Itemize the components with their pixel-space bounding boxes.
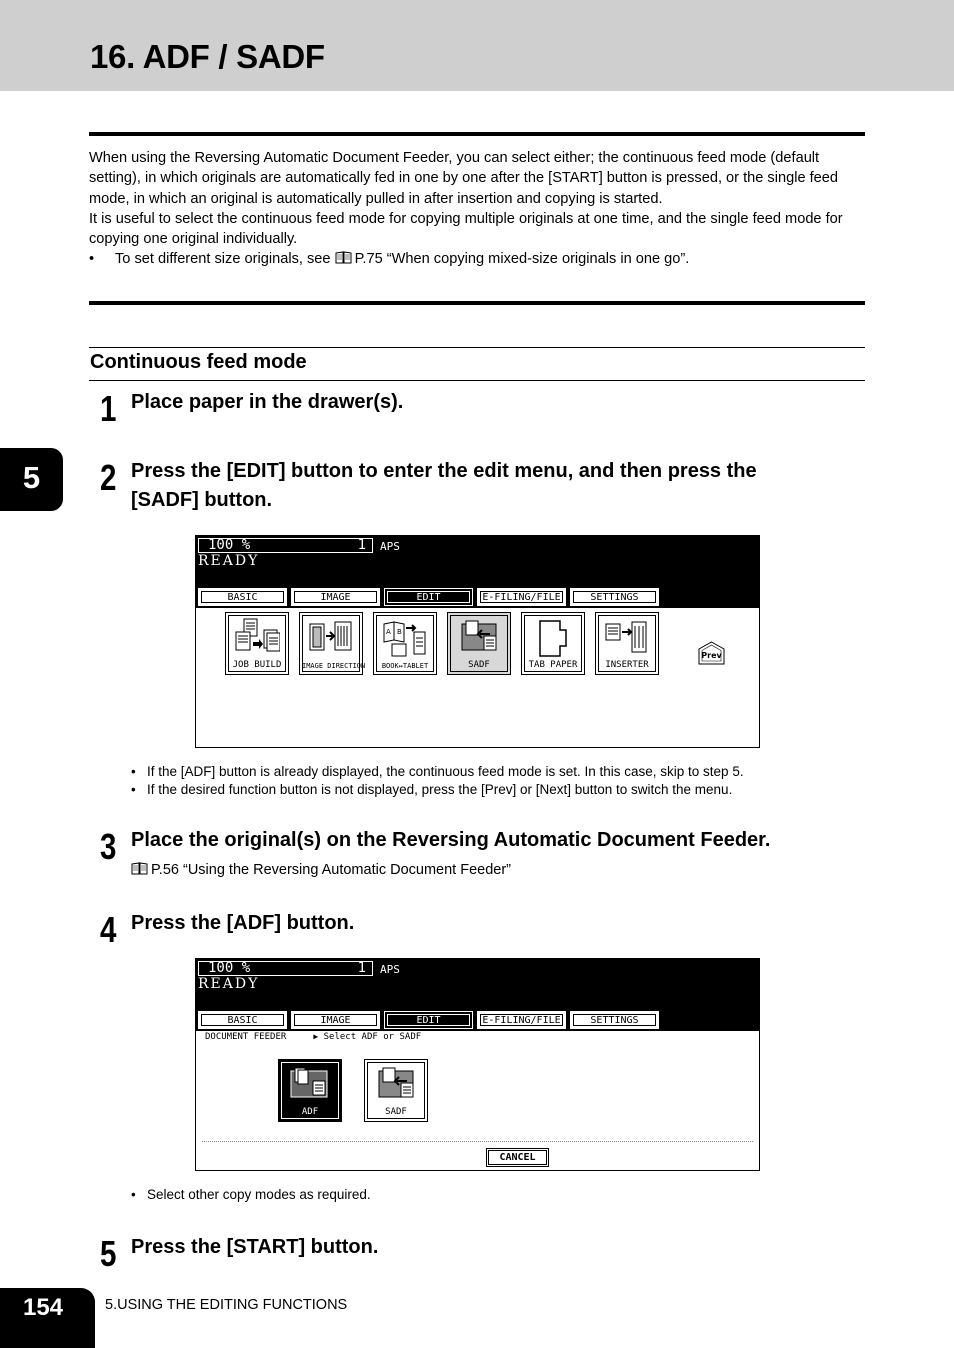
adf-icon [287,1065,333,1105]
intro-paragraph-1: When using the Reversing Automatic Document Feeder, you can select either; the continuous feed mode (default setting), in which originals are automatically fed in one by one after the [START] button is pressed, or the single feed mode, in which an original is automatically pulled in after insertion and copying is started. [89,150,839,207]
step-2-line-2: [SADF] button. [131,489,273,511]
screen-tabs [198,1011,659,1029]
note-item [131,763,744,781]
job-build-icon [234,618,280,658]
prev-label: Prev [701,651,722,660]
step-4-notes [131,1186,371,1204]
tab-e-filing-label: E-FILING/FILE [480,1014,563,1026]
zoom-value: 100 % [208,960,251,976]
intro-text [89,148,865,270]
image-direction-icon [308,618,354,658]
divider [202,1141,753,1142]
tab-e-filing[interactable] [477,1011,566,1029]
step-1-text: Place paper in the drawer(s). [131,391,404,413]
section-title: Continuous feed mode [90,351,307,373]
tab-paper-label: TAB PAPER [528,660,578,670]
step-2-text [131,457,757,515]
tab-settings[interactable] [570,1011,659,1029]
sadf-icon [373,1065,419,1105]
page-number: 154 [22,1294,64,1321]
step-1-number: 1 [100,388,117,429]
sadf-label: SADF [385,1107,407,1117]
note-item [131,781,744,799]
book-reference-icon [335,250,352,263]
adf-button[interactable] [278,1059,342,1122]
document-feeder-screen [195,958,760,1171]
tab-edit-label: EDIT [387,591,470,603]
job-build-button[interactable] [225,612,289,675]
intro-bullet-ref[interactable]: P.75 “When copying mixed-size originals in one go”. [354,251,690,268]
book-reference-icon [131,862,148,875]
inserter-label: INSERTER [605,660,649,670]
intro-bullet-pre: To set different size originals, see [115,251,331,268]
svg-text:B: B [397,628,402,636]
step-3-ref-text[interactable]: P.56 “Using the Reversing Automatic Document Feeder” [151,862,511,878]
crumb-arrow-icon: ▶ [313,1032,319,1041]
tab-paper-button[interactable] [521,612,585,675]
zoom-value: 100 % [208,537,251,553]
zoom-count-field [198,961,373,976]
inserter-icon [604,618,650,658]
intro-bullet [89,249,865,269]
step-3-text: Place the original(s) on the Reversing Automatic Document Feeder. [131,829,771,851]
image-direction-button[interactable] [299,612,366,675]
screen-status-area [196,536,759,608]
step-2-notes [131,763,744,799]
screen-tabs [198,588,659,606]
tab-image[interactable] [291,588,380,606]
tab-edit[interactable] [384,588,473,606]
tab-basic-label: BASIC [201,1014,284,1026]
edit-function-buttons [225,612,659,675]
tab-paper-icon [530,618,576,658]
inserter-button[interactable] [595,612,659,675]
step-3-reference [131,861,511,879]
screen-status-area [196,959,759,1031]
bullet-dot: • [131,782,136,797]
aps-indicator: APS [380,540,400,553]
copy-count: 1 [357,537,366,553]
book-tablet-button[interactable] [373,612,437,675]
tab-settings-label: SETTINGS [573,1014,656,1026]
cancel-label: CANCEL [488,1150,547,1165]
crumb-right: Select ADF or SADF [323,1032,422,1042]
tab-settings[interactable] [570,588,659,606]
step-2-number: 2 [100,457,117,498]
page-number-tab [0,1288,95,1348]
tab-e-filing[interactable] [477,588,566,606]
step-4-number: 4 [100,909,117,950]
cancel-button[interactable] [486,1148,549,1167]
tab-basic[interactable] [198,588,287,606]
svg-text:A: A [386,628,391,636]
tab-basic[interactable] [198,1011,287,1029]
step-5-text: Press the [START] button. [131,1236,379,1258]
tab-settings-label: SETTINGS [573,591,656,603]
step-3-number: 3 [100,826,117,867]
bullet-dot: • [89,251,95,268]
tab-image[interactable] [291,1011,380,1029]
page-title: 16. ADF / SADF [90,38,325,75]
zoom-count-field [198,538,373,553]
note-text: Select other copy modes as required. [147,1187,371,1202]
tab-e-filing-label: E-FILING/FILE [480,591,563,603]
intro-bottom-rule [89,301,865,305]
step-5-number: 5 [100,1233,117,1274]
chapter-tab [0,448,63,511]
sadf-button[interactable] [447,612,511,675]
note-text: If the [ADF] button is already displayed, the continuous feed mode is set. In this case, skip to step 5. [147,764,744,779]
chapter-number: 5 [22,460,41,495]
section-heading [89,347,865,381]
tab-image-label: IMAGE [294,591,377,603]
adf-label: ADF [301,1107,319,1117]
tab-edit[interactable] [384,1011,473,1029]
tab-image-label: IMAGE [294,1014,377,1026]
sadf-label: SADF [468,660,490,670]
intro-paragraph-2: It is useful to select the continuous feed mode for copying multiple originals at one time, and the single feed mode for copying one original individually. [89,210,843,248]
aps-indicator: APS [380,963,400,976]
book-tablet-label: BOOK↔TABLET [381,662,429,670]
copy-count: 1 [357,960,366,976]
ready-status: READY [198,553,260,569]
ready-status: READY [198,976,260,992]
crumb-left: DOCUMENT FEEDER [205,1032,287,1042]
step-4-text: Press the [ADF] button. [131,912,355,934]
bullet-dot: • [131,764,136,779]
prev-button[interactable] [698,641,725,665]
edit-menu-screen [195,535,760,748]
tab-edit-label: EDIT [387,1014,470,1026]
footer-chapter-title: 5.USING THE EDITING FUNCTIONS [105,1297,348,1313]
sadf-icon [456,618,502,658]
job-build-label: JOB BUILD [232,660,282,670]
step-2-line-1: Press the [EDIT] button to enter the edit menu, and then press the [131,460,757,482]
note-text: If the desired function button is not displayed, press the [Prev] or [Next] button to switch the menu. [147,782,733,797]
intro-top-rule [89,132,865,136]
note-item [131,1186,371,1204]
feeder-buttons [278,1059,428,1122]
book-tablet-icon [382,618,428,658]
sadf-button[interactable] [364,1059,428,1122]
tab-basic-label: BASIC [201,591,284,603]
screen-breadcrumb [205,1032,421,1042]
image-direction-label: IMAGE DIRECTION [302,662,366,670]
bullet-dot: • [131,1187,136,1202]
